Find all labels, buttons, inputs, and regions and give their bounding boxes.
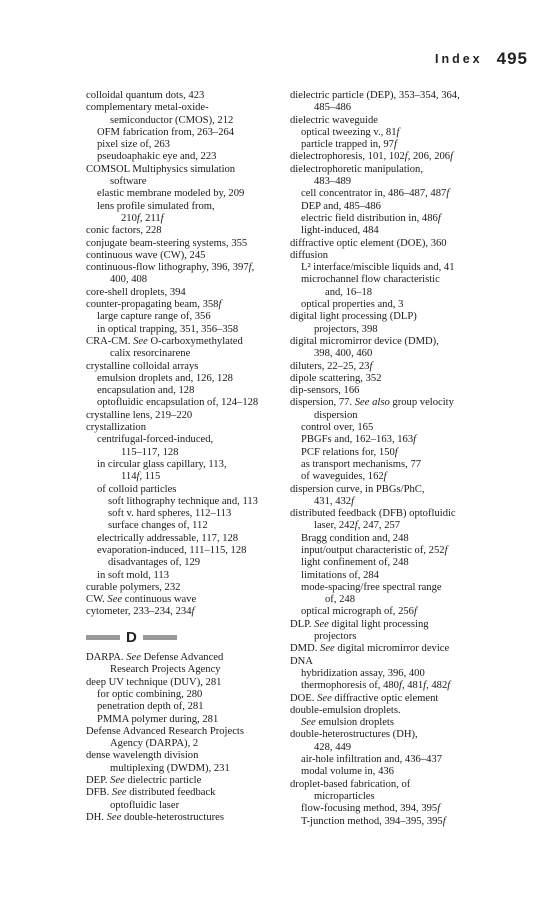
running-header [435,44,528,74]
index-entry-continuation: of, 248 [325,594,356,606]
index-entry [86,496,288,508]
index-entry-line: cell concentrator in, 486–487, 487f [301,188,450,200]
index-entry [290,582,516,607]
index-entry-line: input/output characteristic of, 252f [301,544,448,556]
index-entry [290,668,516,680]
index-entry [290,225,516,237]
index-entry [86,557,288,569]
index-entry [290,311,516,336]
index-entry-continuation: 398, 400, 460 [314,348,373,360]
index-entry-line: double-heterostructures (DH), [290,729,418,741]
index-entry-line: crystalline colloidal arrays [86,360,199,372]
index-entry-line: microchannel flow characteristic [301,274,440,286]
index-entry [86,410,288,422]
index-entry-line: DMD. See digital micromirror device [290,643,450,655]
index-entry [290,397,516,422]
index-entry-line: control over, 165 [301,422,374,434]
index-entry [290,213,516,225]
index-entry [86,812,288,824]
index-entry-line: DLP. See digital light processing [290,618,429,630]
index-entry [86,262,288,287]
index-entry [290,803,516,815]
index-entry-line: thermophoresis of, 480f, 481f, 482f [301,680,451,692]
index-entry-line: lens profile simulated from, [97,200,215,212]
index-entry [86,677,288,689]
index-entry-line: of waveguides, 162f [301,471,387,483]
index-entry-line: for optic combining, 280 [97,688,203,700]
index-entry [86,201,288,226]
index-entry [290,274,516,299]
index-entry-line: DARPA. See Defense Advanced [86,652,224,664]
index-entry-line: dipole scattering, 352 [290,372,382,384]
index-entry [86,714,288,726]
index-entry-line: colloidal quantum dots, 423 [86,90,205,101]
index-entry [290,557,516,569]
index-entry [290,139,516,151]
index-entry [86,127,288,139]
index-entry-line: in optical trapping, 351, 356–358 [97,323,239,335]
index-entry [86,459,288,484]
index-entry-line: mode-spacing/free spectral range [301,581,442,593]
index-entry [290,201,516,213]
index-entry-line: core-shell droplets, 394 [86,286,186,298]
index-entry [290,373,516,385]
index-entry-line: L² interface/miscible liquids and, 41 [301,262,455,274]
index-entry [290,484,516,509]
index-entry-line: OFM fabrication from, 263–264 [97,126,235,138]
index-entry [290,164,516,189]
index-entry-continuation: 485–486 [314,102,352,114]
index-entry-continuation: 428, 449 [314,741,352,753]
index-entry-line: dispersion curve, in PBGs/PhC, [290,483,425,495]
index-entry-line: modal volume in, 436 [301,766,394,778]
index-entry [86,102,288,127]
index-entry-continuation: microparticles [314,790,375,802]
index-entry-line: dense wavelength division [86,750,199,762]
index-entry [290,816,516,828]
index-entry-line: in soft mold, 113 [97,569,169,581]
index-column-right [290,90,516,828]
index-entry-line: See emulsion droplets [301,717,394,729]
index-entry [86,299,288,311]
index-entry-line: PMMA polymer during, 281 [97,713,219,725]
index-entry-line: optical micrograph of, 256f [301,606,417,618]
index-entry [290,447,516,459]
index-entry [290,238,516,250]
index-entry [290,127,516,139]
index-entry-line: conic factors, 228 [86,225,162,237]
index-entry [86,287,288,299]
index-entry [86,336,288,361]
heading-rule-right [143,635,177,640]
index-entry-continuation: optofluidic laser [110,799,180,811]
index-entry-line: diffractive optic element (DOE), 360 [290,237,447,249]
index-entry-line: DNA [290,655,313,667]
index-entry-line: flow-focusing method, 394, 395f [301,803,441,815]
index-entry [290,779,516,804]
index-entry [86,250,288,262]
index-entry-line: encapsulation and, 128 [97,385,195,397]
index-entry [86,508,288,520]
index-entry [86,606,288,618]
index-entry-line: DH. See double-heterostructures [86,811,224,823]
index-entry-continuation: projectors [314,631,357,643]
index-entry-line: dielectrophoretic manipulation, [290,163,423,175]
index-entry [86,151,288,163]
index-entry [86,726,288,751]
index-entry-line: continuous-flow lithography, 396, 397f, [86,262,255,274]
index-entry [290,545,516,557]
index-entry-line: electrically addressable, 117, 128 [97,532,239,544]
index-entry [290,250,516,262]
index-entry [86,90,288,102]
index-entry [86,164,288,189]
index-entry-continuation: and, 16–18 [325,286,373,298]
index-section-d [86,652,288,824]
page-number: 495 [496,49,528,68]
index-entry-line: in circular glass capillary, 113, [97,458,227,470]
index-entry-line: deep UV technique (DUV), 281 [86,676,222,688]
index-entry [86,787,288,812]
index-entry-line: continuous wave (CW), 245 [86,249,206,261]
index-entry-line: DEP. See dielectric particle [86,775,202,787]
index-entry [86,689,288,701]
index-entry [290,533,516,545]
index-entry [290,729,516,754]
index-entry-line: soft v. hard spheres, 112–113 [108,508,232,520]
index-entry [290,188,516,200]
index-entry [86,225,288,237]
index-entry-continuation: 114f, 115 [121,471,161,483]
index-entry [290,693,516,705]
index-entry-line: large capture range of, 356 [97,311,211,323]
index-entry-line: optical properties and, 3 [301,299,404,311]
running-header-label: Index [434,52,483,66]
index-entry [290,705,516,717]
index-entry-line: dielectric particle (DEP), 353–354, 364, [290,90,460,101]
index-entry-line: optofluidic encapsulation of, 124–128 [97,397,259,409]
index-entry-line: PCF relations for, 150f [301,446,398,458]
index-entry-line: light confinement of, 248 [301,557,409,569]
index-entry [290,754,516,766]
index-section-d-continued [290,90,516,828]
index-entry-continuation: software [110,176,147,188]
index-entry-line: particle trapped in, 97f [301,139,397,151]
index-entry [86,582,288,594]
index-entry [290,766,516,778]
index-entry [290,385,516,397]
index-entry-line: DFB. See distributed feedback [86,787,216,799]
section-letter: D [126,628,137,646]
index-entry-line: elastic membrane modeled by, 209 [97,188,245,200]
index-entry-line: dip-sensors, 166 [290,385,360,397]
index-section-c [86,90,288,619]
index-entry [290,90,516,115]
index-entry [86,361,288,373]
index-entry-line: light-induced, 484 [301,225,379,237]
index-entry [86,750,288,775]
index-entry [290,151,516,163]
index-entry-continuation: semiconductor (CMOS), 212 [110,114,234,126]
index-entry [86,652,288,677]
index-entry [86,484,288,496]
index-entry [290,434,516,446]
index-entry [290,680,516,692]
index-entry [290,361,516,373]
index-entry [86,139,288,151]
index-entry-line: digital light processing (DLP) [290,311,417,323]
index-entry [290,299,516,311]
index-entry [86,533,288,545]
index-entry-line: pixel size of, 263 [97,139,170,151]
index-entry-line: electric field distribution in, 486f [301,212,441,224]
index-entry-line: hybridization assay, 396, 400 [301,667,425,679]
index-entry [86,570,288,582]
index-entry-line: centrifugal-forced-induced, [97,434,214,446]
index-entry-line: dielectric waveguide [290,114,378,126]
index-entry-line: crystallization [86,422,147,434]
index-entry [86,324,288,336]
index-entry-line: crystalline lens, 219–220 [86,409,193,421]
index-entry [86,373,288,385]
index-entry-line: T-junction method, 394–395, 395f [301,815,446,827]
index-entry-line: pseudoaphakic eye and, 223 [97,151,217,163]
index-entry [86,188,288,200]
index-entry-line: complementary metal-oxide- [86,102,209,114]
section-letter-heading [86,628,288,646]
index-entry-line: curable polymers, 232 [86,581,181,593]
index-entry-line: PBGFs and, 162–163, 163f [301,434,417,446]
index-entry-continuation: 115–117, 128 [121,446,179,458]
index-entry-continuation: 431, 432f [314,495,355,507]
index-column-left [86,90,288,824]
index-entry-line: dielectrophoresis, 101, 102f, 206, 206f [290,151,454,163]
index-entry-continuation: 483–489 [314,176,352,188]
index-entry [290,262,516,274]
index-entry [86,385,288,397]
index-entry-line: soft lithography technique and, 113 [108,495,258,507]
index-entry-continuation: Agency (DARPA), 2 [110,738,199,750]
index-entry-line: Defense Advanced Research Projects [86,725,244,737]
index-entry [86,397,288,409]
index-entry-continuation: Research Projects Agency [110,664,221,676]
index-entry-line: limitations of, 284 [301,569,379,581]
index-entry-line: droplet-based fabrication, of [290,778,411,790]
index-entry-line: distributed feedback (DFB) optofluidic [290,508,456,520]
index-entry [86,311,288,323]
index-entry-line: conjugate beam-steering systems, 355 [86,237,248,249]
index-entry-line: emulsion droplets and, 126, 128 [97,372,233,384]
index-entry [86,701,288,713]
index-entry [290,508,516,533]
index-entry-line: of colloid particles [97,483,177,495]
index-entry [290,619,516,644]
index-entry [86,775,288,787]
index-entry-line: air-hole infiltration and, 436–437 [301,754,443,766]
index-entry-continuation: dispersion [314,409,358,421]
index-entry-line: evaporation-induced, 111–115, 128 [97,544,247,556]
index-entry-line: DOE. See diffractive optic element [290,692,439,704]
index-entry [290,471,516,483]
index-entry-line: optical tweezing v., 81f [301,126,400,138]
index-entry-line: penetration depth of, 281 [97,701,204,713]
index-entry [86,594,288,606]
index-entry-line: CW. See continuous wave [86,594,197,606]
index-entry [290,336,516,361]
index-entry-line: as transport mechanisms, 77 [301,458,422,470]
index-entry [86,520,288,532]
index-entry-line: cytometer, 233–234, 234f [86,606,195,618]
index-entry-line: Bragg condition and, 248 [301,532,409,544]
heading-rule-left [86,635,120,640]
index-entry-line: surface changes of, 112 [108,520,208,532]
index-entry-line: diffusion [290,249,329,261]
index-entry [86,238,288,250]
index-entry-line: counter-propagating beam, 358f [86,299,222,311]
index-entry [290,656,516,668]
index-entry-line: digital micromirror device (DMD), [290,335,439,347]
index-entry-continuation: 210f, 211f [121,212,164,224]
index-entry [290,717,516,729]
index-entry-line: double-emulsion droplets. [290,704,401,716]
index-entry-line: CRA-CM. See O-carboxymethylated [86,335,243,347]
index-entry-continuation: 400, 408 [110,274,148,286]
index-entry-line: COMSOL Multiphysics simulation [86,163,236,175]
index-entry [290,643,516,655]
index-entry [290,606,516,618]
index-entry [86,434,288,459]
index-entry-line: diluters, 22–25, 23f [290,360,373,372]
index-entry [86,545,288,557]
index-entry-line: DEP and, 485–486 [301,200,381,212]
index-entry [290,459,516,471]
index-entry [86,422,288,434]
index-entry-continuation: calix resorcinarene [110,348,191,360]
index-entry [290,570,516,582]
index-entry-continuation: laser, 242f, 247, 257 [314,520,401,532]
index-entry-line: disadvantages of, 129 [108,557,201,569]
index-entry [290,422,516,434]
index-entry-continuation: projectors, 398 [314,323,378,335]
index-entry [290,115,516,127]
index-entry-line: dispersion, 77. See also group velocity [290,397,454,409]
index-entry-continuation: multiplexing (DWDM), 231 [110,762,230,774]
